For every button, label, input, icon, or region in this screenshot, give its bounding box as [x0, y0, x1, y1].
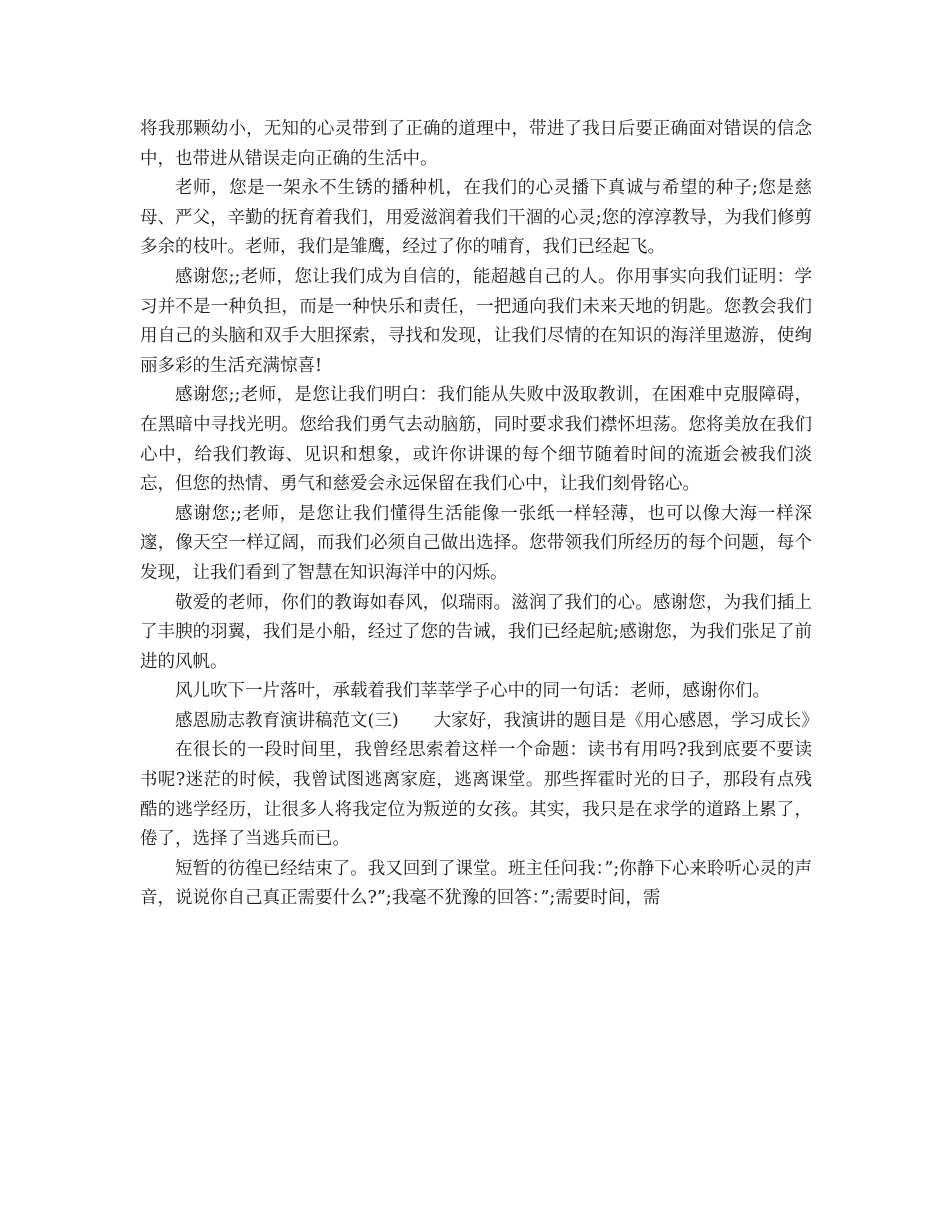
- paragraph-return-classroom: 短暂的彷徨已经结束了。我又回到了课堂。班主任问我：”;你静下心来聆听心灵的声音，说说你自己真正需要什么?”;我毫不犹豫的回答：”;需要时间，需: [140, 858, 812, 909]
- paragraph-thanks-life: 感谢您;;老师，是您让我们懂得生活能像一张纸一样轻薄，也可以像大海一样深邃，像天空一样辽阔，而我们必须自己做出选择。您带领我们所经历的每个问题，每个发现，让我们看到了智慧在知识海洋中的闪烁。: [140, 503, 812, 583]
- paragraph-dear-teacher: 敬爱的老师，你们的教诲如春风，似瑞雨。滋润了我们的心。感谢您，为我们插上了丰腴的羽翼，我们是小船，经过了您的告诫，我们已经起航;感谢您，为我们张足了前进的风帆。: [140, 592, 812, 672]
- paragraph-thanks-confidence: 感谢您;;老师，您让我们成为自信的，能超越自己的人。你用事实向我们证明：学习并不是一种负担，而是一种快乐和责任，一把通向我们未来天地的钥匙。您教会我们用自己的头脑和双手大胆探索，寻找和发现，让我们尽情的在知识的海洋里遨游，使绚丽多彩的生活充满惊喜!: [140, 266, 812, 376]
- paragraph-continuation: 将我那颗幼小，无知的心灵带到了正确的道理中，带进了我日后要正确面对错误的信念中，也带进从错误走向正确的生活中。: [140, 119, 812, 169]
- paragraph-thanks-lessons: 感谢您;;老师，是您让我们明白：我们能从失败中汲取教训，在困难中克服障碍，在黑暗中寻找光明。您给我们勇气去动脑筋，同时要求我们襟怀坦荡。您将美放在我们心中，给我们教诲、见识和想象，或许你讲课的每个细节随着时间的流逝会被我们淡忘，但您的热情、勇气和慈爱会永远保留在我们心中，让我们刻骨铭心。: [140, 385, 812, 495]
- document-body: [140, 115, 819, 914]
- paragraph-falling-leaf: 风儿吹下一片落叶，承载着我们莘莘学子心中的同一句话：老师，感谢你们。: [175, 681, 770, 702]
- paragraph-sowing-machine: 老师，您是一架永不生锈的播种机，在我们的心灵播下真诚与希望的种子;您是慈母、严父，辛勤的抚育着我们，用爱滋润着我们干涸的心灵;您的淳淳教导，为我们修剪多余的枝叶。老师，我们是雏鹰，经过了你的哺育，我们已经起飞。: [140, 178, 812, 258]
- section-heading-speech-three: 感恩励志教育演讲稿范文(三) 大家好，我演讲的题目是《用心感恩，学习成长》: [175, 710, 819, 731]
- paragraph-reading-question: 在很长的一段时间里，我曾经思索着这样一个命题：读书有用吗?我到底要不要读书呢?迷茫的时候，我曾试图逃离家庭，逃离课堂。那些挥霍时光的日子，那段有点残酷的逃学经历，让很多人将我定位为叛逆的女孩。其实，我只是在求学的道路上累了，倦了，选择了当逃兵而已。: [140, 740, 812, 850]
